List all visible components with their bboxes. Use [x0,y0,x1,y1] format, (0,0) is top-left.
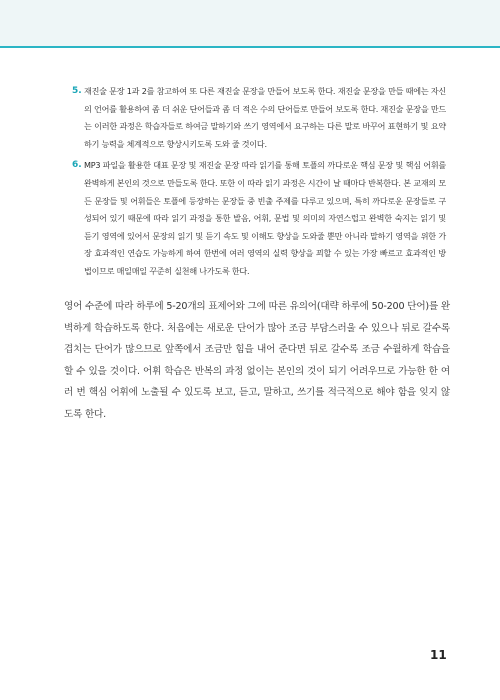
instruction-item [72,157,446,280]
header-rule [0,46,500,48]
instruction-item [72,83,446,153]
instruction-text: MP3 파일을 활용한 대표 문장 및 재진술 문장 따라 읽기를 통해 토플의 까다로운 핵심 문장 및 핵심 어휘를 완벽하게 본인의 것으로 만들도록 한다. 또한 이 따라 읽기 과정은 시간이 날 때마다 반복한다. 본 교재의 모든 문장들 및 어휘들은 토플에 등장하는 문장들 중 빈출 주제를 다루고 있으며, 특히 까다로운 문장들로 구성되어 있기 때문에 따라 읽기 과정을 통한 발음, 어휘, 문법 및 의미의 자연스럽고 완벽한 숙지는 읽기 및 듣기 영역에 있어서 문장의 읽기 및 듣기 속도 및 이해도 향상을 도와줄 뿐만 아니라 말하기 영역을 위한 가장 효과적인 연습도 가능하게 하여 한번에 여러 영역의 실력 향상을 꾀할 수 있는 가장 빠르고 효과적인 방법이므로 매일매일 꾸준히 실천해 나가도록 한다. [84,160,446,276]
instruction-number: 6. [72,160,82,171]
page-number: 11 [430,648,447,662]
body-paragraph: 영어 수준에 따라 하루에 5-20개의 표제어와 그에 따른 유의어(대략 하루에 50-200 단어)를 완벽하게 학습하도록 한다. 처음에는 새로운 단어가 많아 조금 부담스러울 수 있으나 뒤로 갈수록 겹치는 단어가 많으므로 앞쪽에서 조금만 힘을 내어 준다면 뒤로 갈수록 조금 수월하게 학습을 할 수 있을 것이다. 어휘 학습은 반복의 과정 없이는 본인의 것이 되기 어려우므로 가능한 한 여러 번 핵심 어휘에 노출될 수 있도록 보고, 듣고, 말하고, 쓰기를 적극적으로 해야 함을 잊지 않도록 한다. [64,301,450,420]
instruction-number: 5. [72,86,82,96]
instruction-text: 재진술 문장 1과 2를 참고하여 또 다른 재진술 문장을 만들어 보도록 한다. 재진술 문장을 만들 때에는 자신의 언어를 활용하여 좀 더 쉬운 단어들과 좀 더 적은 수의 단어들로 만들어 보도록 한다. 재진술 문장을 만드는 이러한 과정은 학습자들로 하여금 말하기와 쓰기 영역에서 요구하는 다른 말로 바꾸어 표현하기 및 요약하기 능력을 체계적으로 향상시키도록 도와 줄 것이다. [84,86,446,149]
numbered-instructions [72,83,446,285]
header-band [0,0,500,46]
